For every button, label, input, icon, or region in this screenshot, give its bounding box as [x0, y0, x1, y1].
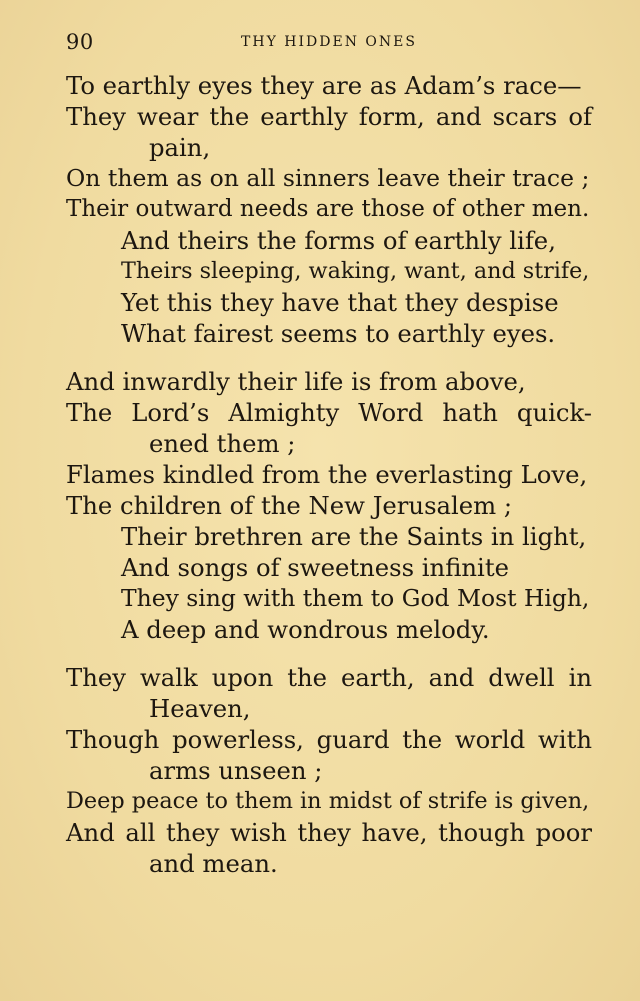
poem-line: The children of the New Jerusalem ; [66, 491, 513, 520]
poem-line: ened them ; [149, 429, 296, 458]
poem-line: And songs of sweetness infinite [121, 553, 509, 582]
poem-line: And all they wish they have, though poor [66, 818, 592, 847]
poem-line: Their brethren are the Saints in light, [121, 522, 587, 551]
poem-line: A deep and wondrous melody. [121, 615, 490, 644]
poem-line: pain, [149, 133, 211, 162]
poem-line: And inwardly their life is from above, [66, 367, 526, 396]
poem [66, 70, 592, 879]
poem-line: They sing with them to God Most High, [121, 584, 590, 612]
poem-line: Their outward needs are those of other men. [66, 196, 590, 222]
poem-line: What fairest seems to earthly eyes. [121, 319, 556, 348]
poem-line: On them as on all sinners leave their trace ; [66, 164, 590, 192]
poem-line: Theirs sleeping, waking, want, and strife, [121, 258, 590, 284]
poem-line: and mean. [149, 849, 278, 878]
poem-line: And theirs the forms of earthly life, [121, 226, 556, 255]
page-number: 90 [66, 30, 94, 54]
stanza-3 [66, 662, 592, 879]
poem-line: Yet this they have that they despise [121, 288, 559, 317]
poem-line: The Lord’s Almighty Word hath quick- [66, 398, 592, 427]
poem-line: Though powerless, guard the world with [66, 725, 592, 754]
poem-line: Heaven, [149, 694, 251, 723]
poem-line: They wear the earthly form, and scars of [66, 102, 592, 131]
poem-line: Deep peace to them in midst of strife is given, [66, 788, 590, 814]
poem-line: Flames kindled from the everlasting Love, [66, 460, 588, 489]
poem-line: arms unseen ; [149, 756, 323, 785]
stanza-1 [66, 70, 592, 349]
running-title: THY HIDDEN ONES [241, 34, 417, 50]
stanza-2 [66, 366, 592, 645]
page-header [66, 30, 592, 54]
poem-line: To earthly eyes they are as Adam’s race— [66, 71, 582, 100]
poem-line: They walk upon the earth, and dwell in [66, 663, 592, 692]
